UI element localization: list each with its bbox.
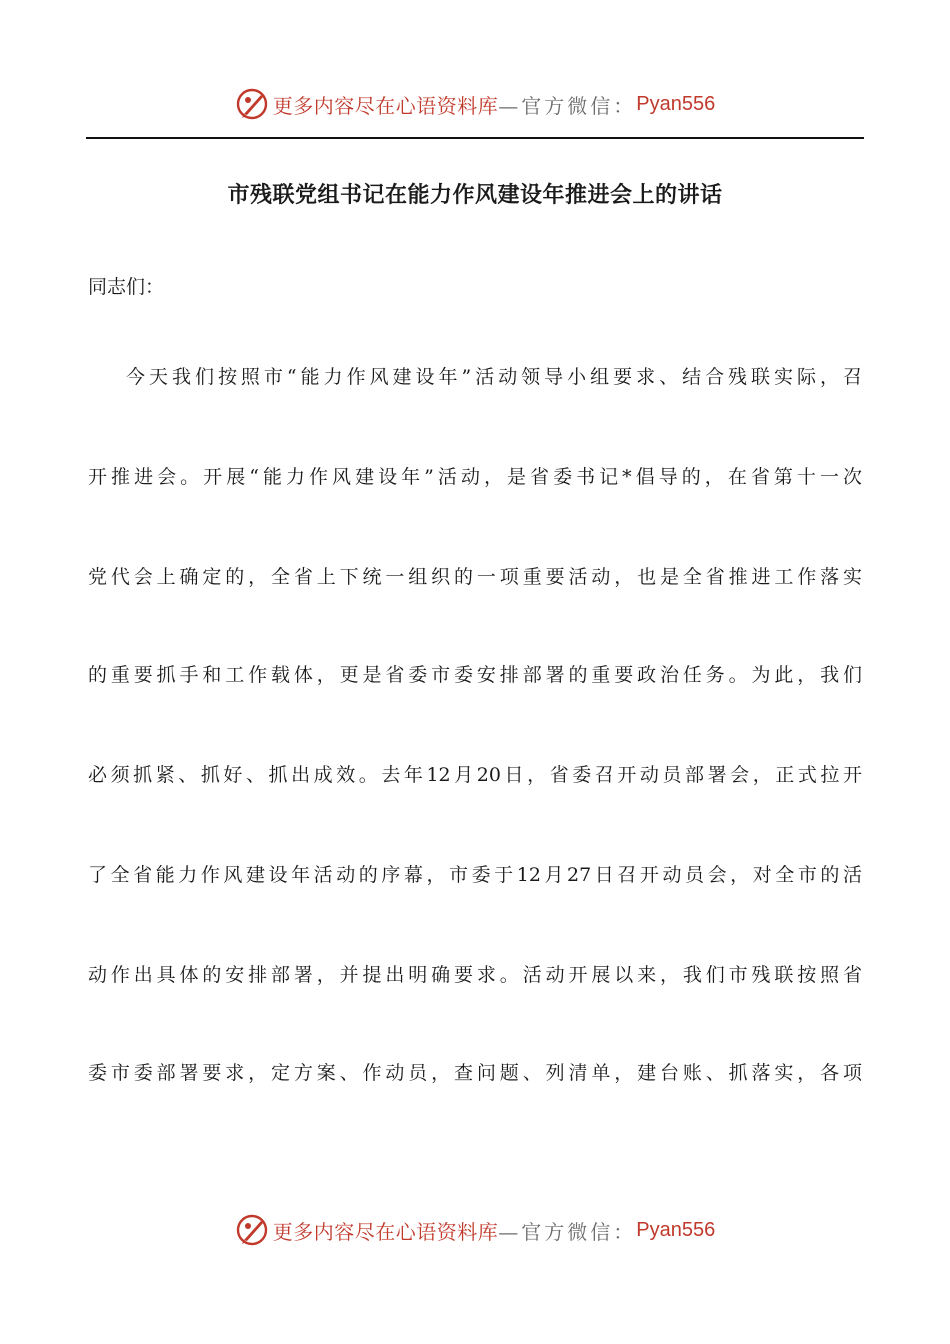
header-watermark [0, 84, 950, 124]
body-line: 党代会上确定的，全省上下统一组织的一项重要活动，也是全省推进工作落实 [88, 566, 862, 588]
header-divider [86, 137, 864, 139]
quill-pen-logo-icon [235, 87, 269, 121]
body-line: 今天我们按照市“能力作风建设年”活动领导小组要求、结合残联实际，召 [126, 366, 862, 388]
body-line: 动作出具体的安排部署，并提出明确要求。活动开展以来，我们市残联按照省 [88, 964, 862, 986]
watermark-official-text: —官方微信： [498, 1219, 637, 1244]
salutation: 同志们： [88, 276, 165, 298]
body-line: 的重要抓手和工作载体，更是省委市委安排部署的重要政治任务。为此，我们 [88, 664, 862, 686]
watermark-wechat-id: Pyan556 [636, 92, 716, 115]
footer-watermark [0, 1210, 950, 1250]
watermark-brand-text: 更多内容尽在心语资料库 [272, 93, 499, 118]
body-line: 必须抓紧、抓好、抓出成效。去年12月20日，省委召开动员部署会，正式拉开 [88, 764, 862, 786]
quill-pen-logo-icon [235, 1213, 269, 1247]
watermark-official-text: —官方微信： [498, 93, 637, 118]
watermark-wechat-id: Pyan556 [636, 1218, 716, 1241]
watermark-brand-text: 更多内容尽在心语资料库 [272, 1219, 499, 1244]
body-line: 了全省能力作风建设年活动的序幕，市委于12月27日召开动员会，对全市的活 [88, 864, 862, 886]
body-line: 开推进会。开展“能力作风建设年”活动，是省委书记*倡导的，在省第十一次 [88, 466, 862, 488]
document-title: 市残联党组书记在能力作风建设年推进会上的讲话 [227, 183, 723, 208]
body-line: 委市委部署要求，定方案、作动员，查问题、列清单，建台账、抓落实，各项 [88, 1062, 862, 1084]
